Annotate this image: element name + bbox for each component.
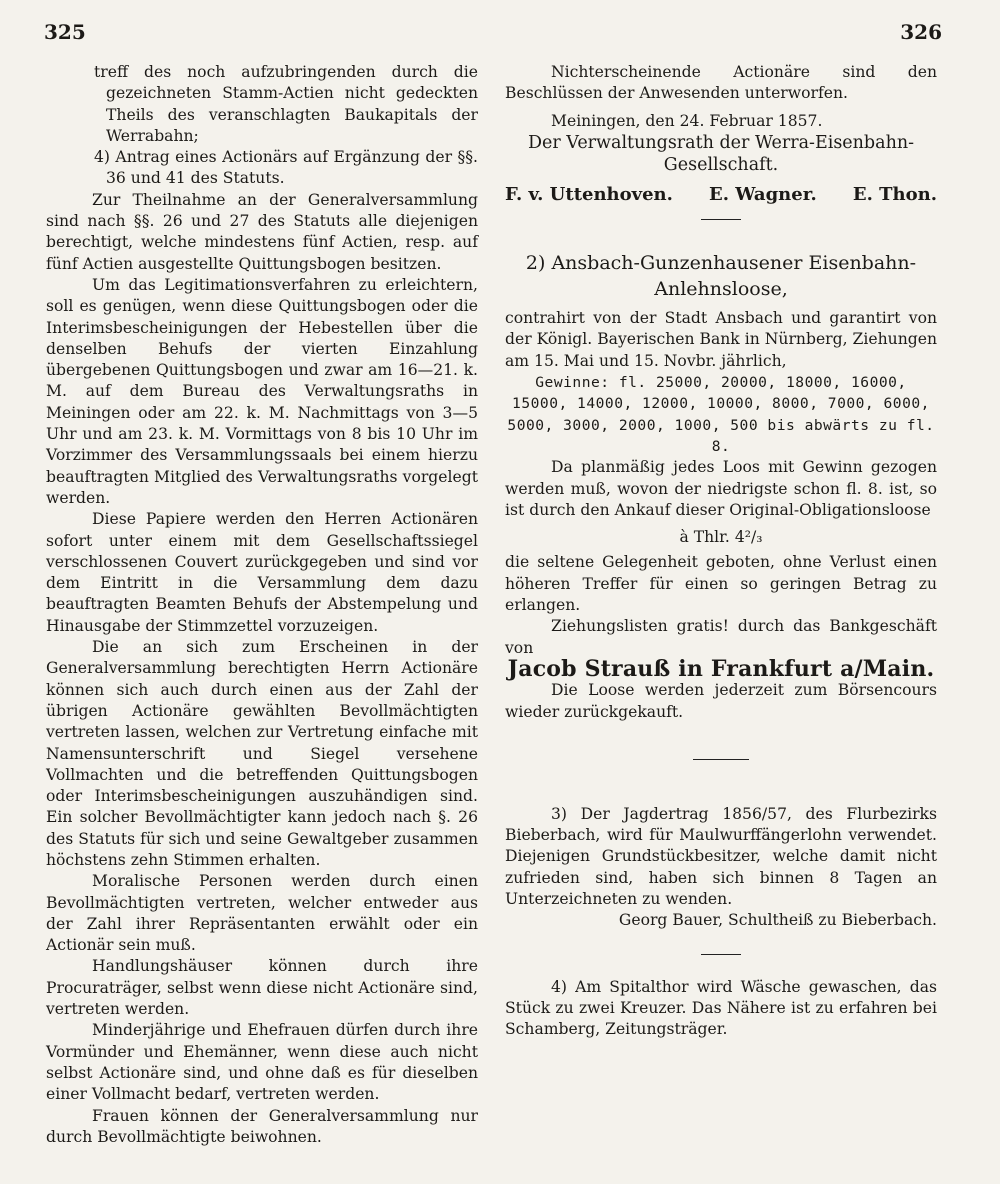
paragraph-trading-houses: Handlungshäuser können durch ihre Procuraträger, selbst wenn diese nicht Actionäre sind, vertreten werden. (46, 957, 478, 1019)
loan-lists: Ziehungslisten gratis! durch das Bankgeschäft von (505, 617, 937, 657)
paragraph-legitimation: Um das Legitimationsverfahren zu erleichtern, soll es genügen, wenn diese Quittungsbogen oder die Interimsbescheinigungen der Hebestellen über die denselben Behufs der vierten Einzahlung übergebenen Quittungsbogen und zwar am 16—21. k. M. auf dem Bureau des Verwaltungsraths in Meiningen oder am 22. k. M. Nachmittags von 3—5 Uhr und am 23. k. M. Vormittags von 8 bis 10 Uhr im Vorzimmer des Versammlungssaals bei einem hierzu beauftragten Mitglied des Verwaltungsraths vorgelegt werden. (46, 275, 478, 507)
loan-buyback: Die Loose werden jederzeit zum Börsencours wieder zurückgekauft. (505, 681, 937, 721)
paragraph-participation: Zur Theilnahme an der Generalversammlung sind nach §§. 26 und 27 des Statuts alle diejenigen berechtigt, welche mindestens fünf Actien, resp. auf fünf Actien ausgestellte Quittungsbogen besitzen. (46, 190, 478, 273)
paragraph-legal-persons: Moralische Personen werden durch einen Bevollmächtigten vertreten, welcher entweder aus der Zahl ihrer Repräsentanten erwählt oder ein Actionär sein muß. (46, 872, 478, 955)
page-number-right: 326 (900, 20, 942, 44)
notice-laundry: 4) Am Spitalthor wird Wäsche gewaschen, das Stück zu zwei Kreuzer. Das Nähere ist zu erfahren bei Schamberg, Zeitungsträger. (505, 977, 937, 1039)
paragraph-minors: Minderjährige und Ehefrauen dürfen durch ihre Vormünder und Ehemänner, wenn diese auch nicht selbst Actionäre sind, und ohne daß es für dieselben einer Vollmacht bedarf, vertreten werden. (46, 1021, 478, 1104)
agenda-item-3-continued: treff des noch aufzubringenden durch die gezeichneten Stamm-Actien nicht gedeckten Theils des veranschlagten Baukapitals der Werrabahn; (94, 63, 478, 145)
dateline: Meiningen, den 24. Februar 1857. (551, 111, 823, 130)
signature-thon: E. Thon. (852, 183, 937, 205)
page-number-left: 325 (44, 20, 86, 44)
left-column (46, 62, 478, 1148)
paragraph-women: Frauen können der Generalversammlung nur durch Bevollmächtigte beiwohnen. (46, 1106, 478, 1146)
divider (701, 219, 741, 220)
loan-description: contrahirt von der Stadt Ansbach und garantirt von der Königl. Bayerischen Bank in Nürnberg, Ziehungen am 15. Mai und 15. Novbr. jährlich, (505, 309, 937, 370)
signatures (505, 184, 937, 205)
agenda-item-4: 4) Antrag eines Actionärs auf Ergänzung der §§. 36 und 41 des Statuts. (94, 148, 478, 188)
board-heading: Der Verwaltungsrath der Werra-Eisenbahn-Gesellschaft. (527, 132, 915, 175)
loan-prizes: Gewinne: fl. 25000, 20000, 18000, 16000, 15000, 14000, 12000, 10000, 8000, 7000, 6000, 5000, 3000, 2000, 1000, 500 bis abwärts zu fl. 8. (507, 374, 935, 455)
loan-offer: Da planmäßig jedes Loos mit Gewinn gezogen werden muß, wovon der niedrigste schon fl. 8. ist, so ist durch den Ankauf dieser Original-Obligationsloose (505, 458, 937, 519)
paragraph-papers: Diese Papiere werden den Herren Actionären sofort unter einem mit dem Gesellschaftssiegel verschlossenen Couvert zurückgegeben und sind vor dem Eintritt in die Versammlung dem dazu beauftragten Beamten Behufs der Abstempelung und Hinausgabe der Stimmzettel vorzuzeigen. (46, 510, 478, 635)
notice-hunting-signature: Georg Bauer, Schultheiß zu Bieberbach. (618, 911, 937, 930)
paragraph-absent: Nichterscheinende Actionäre sind den Beschlüssen der Anwesenden unterworfen. (505, 63, 937, 103)
signature-wagner: E. Wagner. (709, 183, 817, 205)
paragraph-proxy: Die an sich zum Erscheinen in der Generalversammlung berechtigten Herrn Actionäre können sich auch durch einen aus der Zahl der übrigen Actionäre gewählten Bevollmächtigten vertreten lassen, welchen zur Vertretung einfache mit Namensunterschrift und Siegel versehene Vollmachten und die betreffenden Quittungsbogen oder Interimsbescheinigungen auszuhändigen sind. Ein solcher Bevollmächtigter kann jedoch nach §. 26 des Statuts für sich und seine Gewaltgeber zusammen höchstens zehn Stimmen erhalten. (46, 638, 478, 869)
right-column (505, 62, 937, 1041)
signature-uttenhoven: F. v. Uttenhoven. (505, 183, 673, 205)
loan-heading: 2) Ansbach-Gunzenhausener Eisenbahn-Anlehnsloose, (525, 252, 917, 301)
divider (693, 759, 749, 760)
bank-name: Jacob Strauß in Frankfurt a/Main. (507, 655, 935, 682)
notice-hunting: 3) Der Jagdertrag 1856/57, des Flurbezirks Bieberbach, wird für Maulwurffängerlohn verwendet. Diejenigen Grundstückbesitzer, welche damit nicht zufrieden sind, haben sich binnen 8 Tagen an Unterzeichneten zu wenden. (505, 804, 937, 909)
loan-price: à Thlr. 4²/₃ (679, 528, 763, 547)
divider (701, 954, 741, 955)
loan-opportunity: die seltene Gelegenheit geboten, ohne Verlust einen höheren Treffer für einen so geringen Betrag zu erlangen. (505, 553, 937, 615)
